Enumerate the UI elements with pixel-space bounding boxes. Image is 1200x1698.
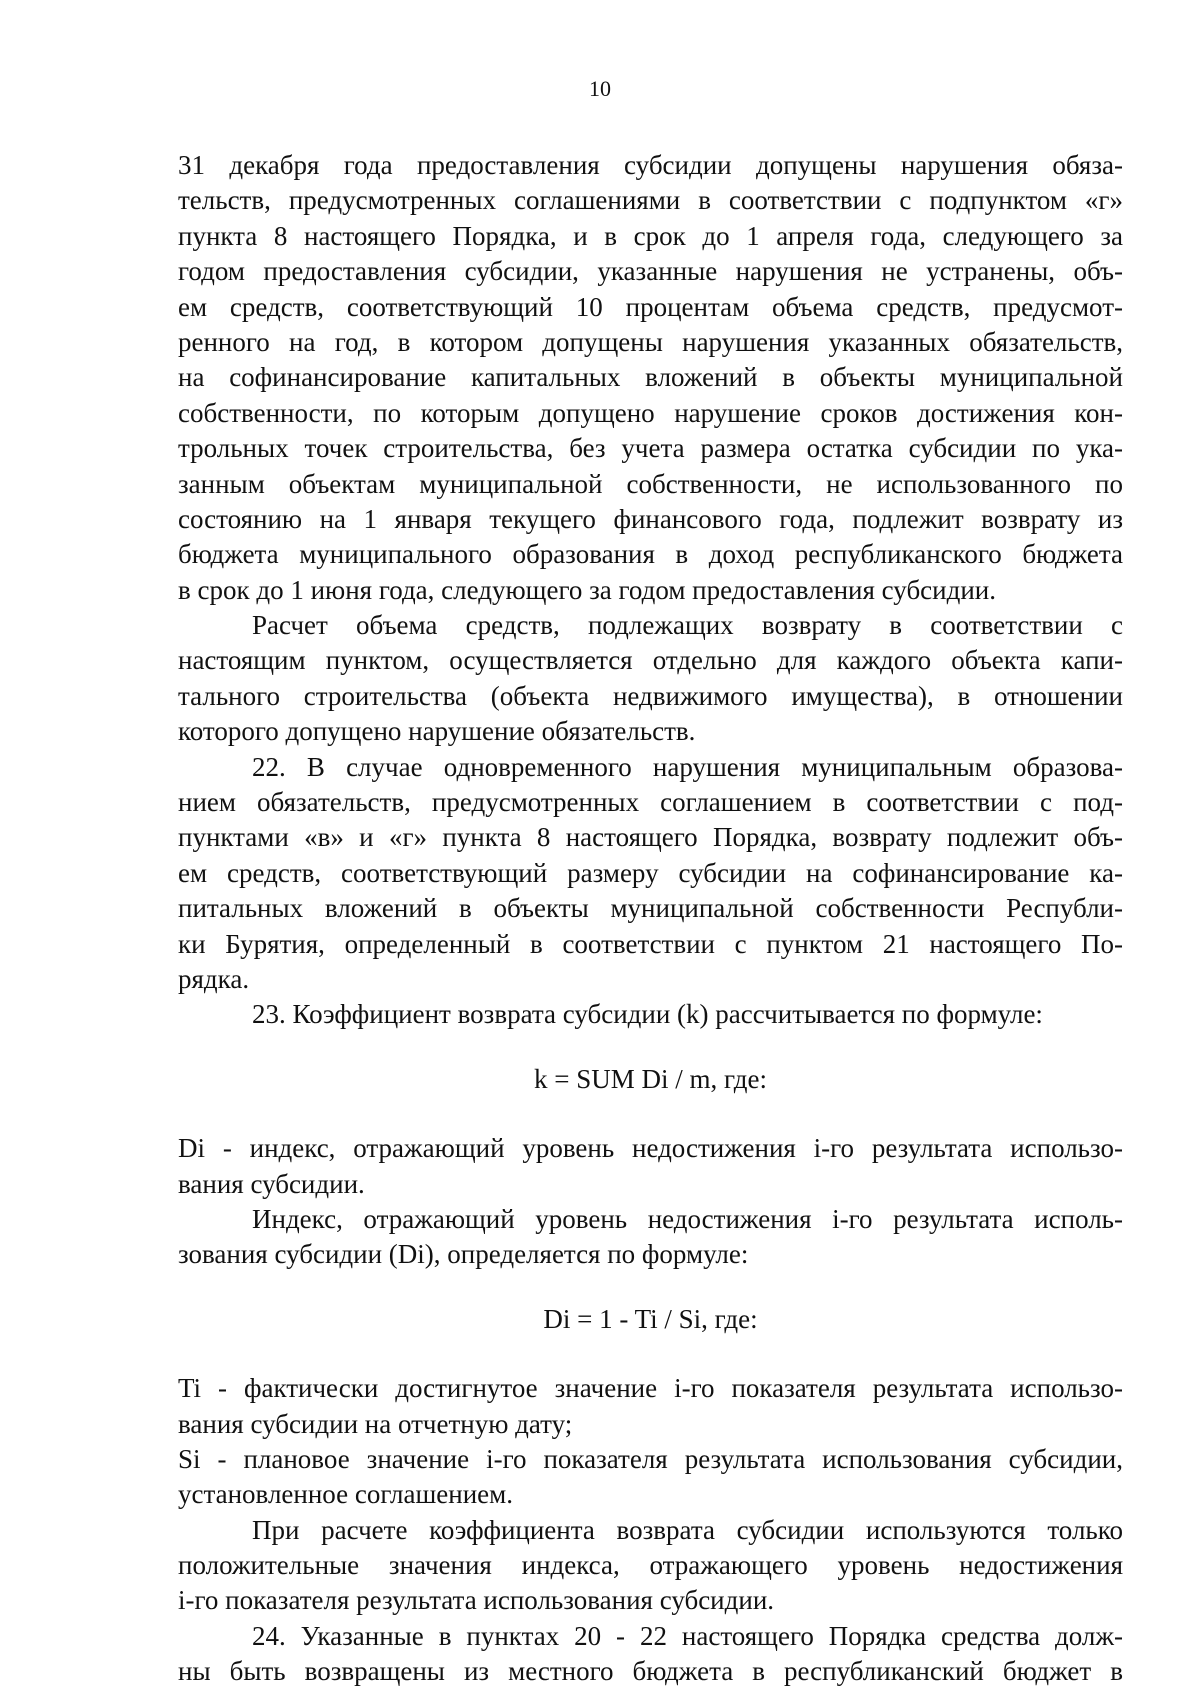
text-line: ем средств, соответствующий размеру субсидии на софинансирование ка- [178,857,1123,888]
text-line: Расчет объема средств, подлежащих возврату в соответствии с [252,610,1123,641]
text-line: собственности, по которым допущено нарушение сроков достижения кон- [178,397,1123,428]
text-line: трольных точек строительства, без учета размера остатка субсидии по ука- [178,433,1123,464]
text-line: Di - индекс, отражающий уровень недостижения i-го результата использо- [178,1133,1123,1164]
text-line: положительные значения индекса, отражающего уровень недостижения [178,1550,1123,1581]
spacer [178,1033,1123,1062]
text-line: 24. Указанные в пунктах 20 - 22 настоящего Порядка средства долж- [252,1620,1123,1651]
text-line: занным объектам муниципальной собственности, не использованного по [178,468,1123,499]
text-line: ем средств, соответствующий 10 процентам объема средств, предусмот- [178,291,1123,322]
text-line: 31 декабря года предоставления субсидии допущены нарушения обяза- [178,150,1123,180]
text-line: питальных вложений в объекты муниципальной собственности Республи- [178,893,1123,924]
text-line: ренного на год, в котором допущены нарушения указанных обязательств, [178,326,1123,357]
text-line: ки Бурятия, определенный в соответствии с пунктом 21 настоящего По- [178,928,1123,959]
text-line: вания субсидии на отчетную дату; [178,1408,573,1439]
text-line: тельств, предусмотренных соглашениями в соответствии с подпунктом «г» [178,185,1123,216]
text-line: бюджета муниципального образования в доход республиканского бюджета [178,539,1123,570]
text-line: настоящим пунктом, осуществляется отдельно для каждого объекта капи- [178,645,1123,676]
formula-k: k = SUM Di / m, где: [534,1063,767,1094]
text-line: i-го показателя результата использования субсидии. [178,1585,775,1616]
text-line: пункта 8 настоящего Порядка, и в срок до 1 апреля года, следующего за [178,220,1123,251]
text-line: в срок до 1 июня года, следующего за годом предоставления субсидии. [178,574,997,605]
spacer [178,1337,1123,1371]
spacer [178,1273,1123,1302]
text-line: рядка. [178,963,250,994]
formula-di: Di = 1 - Ti / Si, где: [543,1303,758,1334]
text-line: состоянию на 1 января текущего финансового года, подлежит возврату из [178,503,1123,534]
text-line: 22. В случае одновременного нарушения муниципальным образова- [252,751,1123,782]
text-line: на софинансирование капитальных вложений в объекты муниципальной [178,362,1123,393]
paragraph-refund-calculation [178,608,1123,750]
text-line: зования субсидии (Di), определяется по формуле: [178,1239,749,1270]
paragraph-positive-values [178,1513,1123,1619]
spacer [178,1097,1123,1131]
text-line: При расчете коэффициента возврата субсидии используются только [252,1514,1123,1545]
page-number: 10 [589,76,611,101]
text-line: Индекс, отражающий уровень недостижения i-го результата исполь- [252,1203,1123,1234]
text-line: 23. Коэффициент возврата субсидии (k) рассчитывается по формуле: [252,999,1043,1030]
definitions-ti-si [178,1371,1123,1513]
text-line: которого допущено нарушение обязательств. [178,716,696,747]
paragraph-23 [178,997,1123,1032]
text-line: ны быть возвращены из местного бюджета в республиканский бюджет в [178,1656,1123,1687]
text-line: годом предоставления субсидии, указанные нарушения не устранены, объ- [178,256,1123,287]
paragraph-index-definition [178,1202,1123,1273]
text-line: Ti - фактически достигнутое значение i-го показателя результата использо- [178,1373,1123,1404]
text-line: установленное соглашением. [178,1479,513,1510]
paragraph-21-continuation [178,148,1123,608]
text-line: тального строительства (объекта недвижимого имущества), в отношении [178,680,1123,711]
document-body [178,148,1123,1690]
paragraph-22 [178,750,1123,998]
text-line: пунктами «в» и «г» пункта 8 настоящего Порядка, возврату подлежит объ- [178,822,1123,853]
paragraph-24 [178,1619,1123,1690]
text-line: Si - плановое значение i-го показателя результата использования субсидии, [178,1443,1123,1474]
text-line: вания субсидии. [178,1168,365,1199]
definition-di [178,1131,1123,1202]
text-line: нием обязательств, предусмотренных соглашением в соответствии с под- [178,787,1123,818]
